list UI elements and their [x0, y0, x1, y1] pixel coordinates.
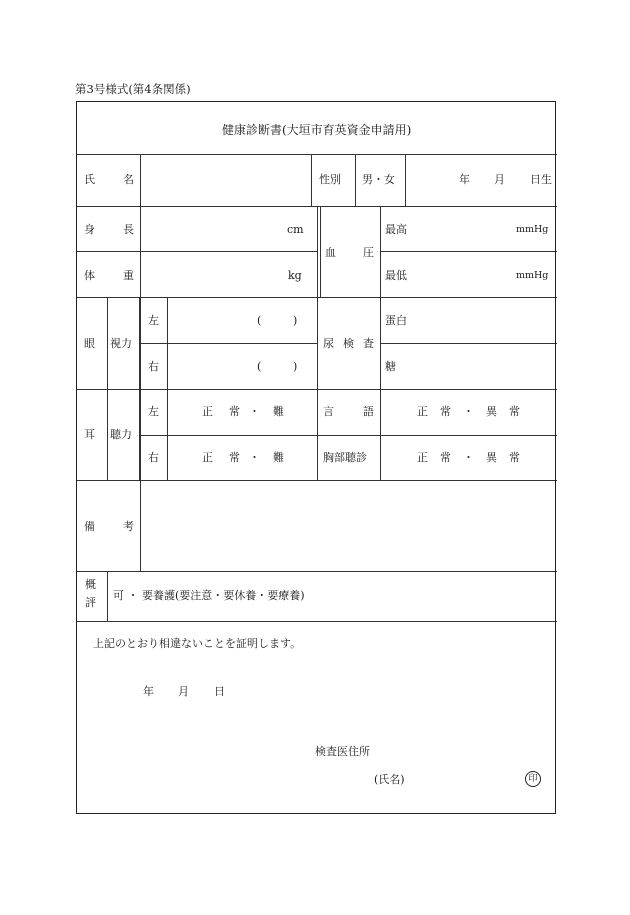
name-field[interactable] [142, 158, 309, 202]
divider [311, 154, 312, 206]
date-month: 月 [178, 685, 189, 698]
height-unit: cm [287, 223, 304, 236]
weight-label-2: 重 [123, 269, 134, 282]
divider [317, 206, 318, 480]
sex-label: 性別 [319, 173, 341, 186]
bp-max-label: 最高 [385, 223, 407, 236]
overall-label-1: 概 [85, 578, 96, 591]
divider [77, 480, 557, 481]
hearing-right: 右 [148, 451, 159, 464]
health-certificate-form [76, 101, 556, 814]
bp-min-unit: mmHg [516, 270, 549, 281]
divider [167, 297, 168, 480]
chest-option-normal-2: 常 [440, 451, 451, 464]
divider [380, 343, 557, 344]
vision-left-paren-open: ( [257, 314, 262, 327]
vision-left-paren-close: ) [293, 314, 298, 327]
divider [77, 571, 557, 572]
speech-option-normal-2: 常 [440, 405, 451, 418]
seal-icon: 印 [525, 771, 541, 787]
divider [380, 251, 557, 252]
hearing-right-dot: ・ [249, 451, 260, 464]
hearing-left: 左 [148, 405, 159, 418]
divider [355, 154, 356, 206]
bp-label-2: 圧 [363, 246, 374, 259]
hearing-right-hard: 難 [273, 451, 284, 464]
divider [107, 297, 108, 480]
divider [107, 571, 108, 621]
hearing-left-normal-1: 正 [202, 405, 213, 418]
remarks-field[interactable] [142, 483, 554, 569]
overall-label-2: 評 [85, 596, 96, 609]
hearing-left-normal-2: 常 [229, 405, 240, 418]
weight-label-1: 体 [84, 269, 95, 282]
speech-option-abnormal-1: 異 [486, 405, 497, 418]
vision-label: 視力 [110, 337, 132, 350]
divider [380, 206, 381, 480]
hearing-right-normal-1: 正 [202, 451, 213, 464]
chest-label: 胸部聴診 [323, 451, 367, 464]
vision-right-paren-open: ( [257, 360, 262, 373]
date-day: 日 [214, 685, 225, 698]
chest-option-dot: ・ [463, 451, 474, 464]
speech-label-2: 語 [363, 405, 374, 418]
sex-options[interactable]: 男・女 [362, 173, 395, 186]
divider [77, 154, 557, 155]
height-label-2: 長 [123, 223, 134, 236]
certification-text: 上記のとおり相違ないことを証明します。 [93, 637, 302, 650]
remarks-label-2: 考 [123, 520, 134, 533]
divider [140, 154, 141, 571]
divider [139, 297, 140, 480]
hearing-left-hard: 難 [273, 405, 284, 418]
height-label-1: 身 [84, 223, 95, 236]
ear-label: 耳 [84, 428, 95, 441]
dob-month: 月 [494, 173, 505, 186]
divider [77, 251, 317, 252]
chest-option-abnormal-1: 異 [486, 451, 497, 464]
divider [139, 435, 557, 436]
divider [320, 206, 321, 297]
remarks-label-1: 備 [84, 520, 95, 533]
hearing-left-dot: ・ [249, 405, 260, 418]
speech-option-dot: ・ [463, 405, 474, 418]
hearing-right-normal-2: 常 [229, 451, 240, 464]
form-title: 健康診断書(大垣市育英資金申請用) [222, 123, 412, 137]
form-number-label: 第3号様式(第4条関係) [75, 82, 191, 96]
speech-option-normal-1: 正 [417, 405, 428, 418]
name-label-1: 氏 [84, 173, 95, 186]
divider [139, 343, 317, 344]
weight-unit: kg [288, 269, 302, 282]
doctor-address-label: 検査医住所 [315, 745, 370, 758]
vision-right-paren-close: ) [293, 360, 298, 373]
doctor-name-label: (氏名) [374, 773, 405, 786]
chest-option-normal-1: 正 [417, 451, 428, 464]
speech-label-1: 言 [323, 405, 334, 418]
vision-left: 左 [148, 314, 159, 327]
overall-options[interactable]: 可 ・ 要養護(要注意・要休養・要療養) [113, 589, 305, 602]
bp-label-1: 血 [325, 246, 336, 259]
name-label-2: 名 [123, 173, 134, 186]
urine-label-1: 尿 [323, 337, 334, 350]
urine-label-3: 査 [363, 337, 374, 350]
speech-option-abnormal-2: 常 [509, 405, 520, 418]
eye-label: 眼 [84, 337, 95, 350]
dob-day: 日生 [530, 173, 552, 186]
urine-sugar: 糖 [385, 360, 396, 373]
divider [405, 154, 406, 206]
hearing-label: 聴力 [110, 428, 132, 441]
chest-option-abnormal-2: 常 [509, 451, 520, 464]
date-year: 年 [143, 685, 154, 698]
bp-min-label: 最低 [385, 269, 407, 282]
divider [77, 621, 557, 622]
urine-label-2: 検 [343, 337, 354, 350]
bp-max-unit: mmHg [516, 224, 549, 235]
urine-protein: 蛋白 [385, 314, 407, 327]
dob-year: 年 [459, 173, 470, 186]
vision-right: 右 [148, 360, 159, 373]
